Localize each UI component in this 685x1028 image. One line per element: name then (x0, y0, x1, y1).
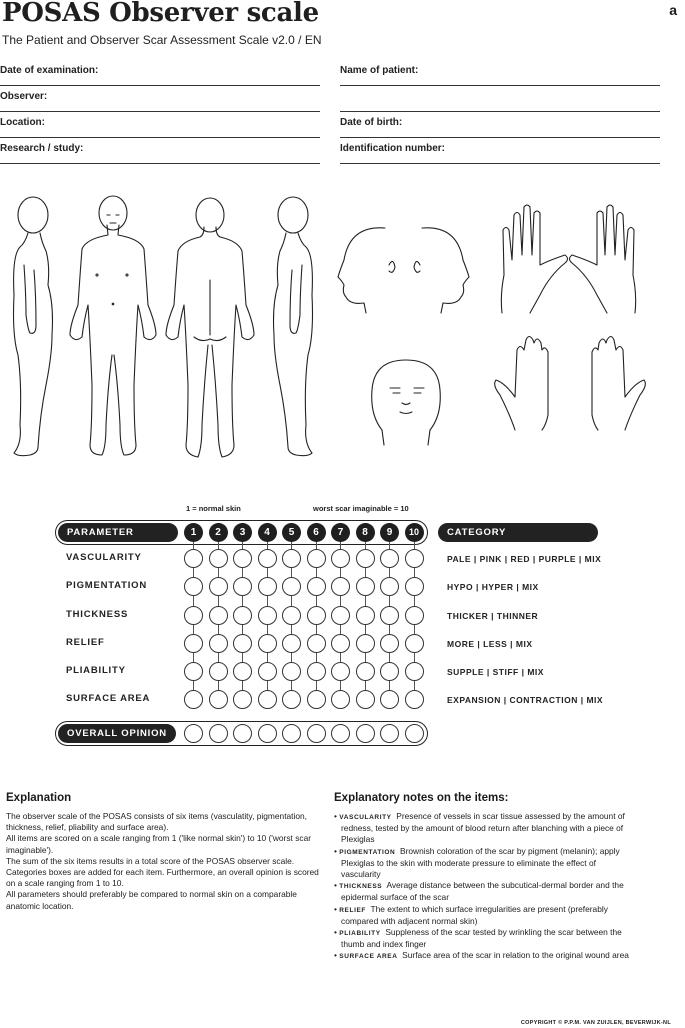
score-radio-relief-5[interactable] (282, 634, 301, 653)
score-number-1: 1 (184, 523, 203, 542)
score-radio-relief-7[interactable] (331, 634, 350, 653)
score-radio-pliability-6[interactable] (307, 662, 326, 681)
score-radio-vascularity-2[interactable] (209, 549, 228, 568)
head-profile-right-figure (414, 228, 469, 313)
note-item: • THICKNESS Average distance between the subcutical-dermal border and the epidermal surface of the scar (334, 880, 624, 903)
score-radio-pliability-1[interactable] (184, 662, 203, 681)
score-number-3: 3 (233, 523, 252, 542)
explanation-paragraph: All items are scored on a scale ranging from 1 ('like normal skin') to 10 ('worst scar imaginable'). (6, 833, 312, 855)
score-radio-pliability-5[interactable] (282, 662, 301, 681)
field-label: Location: (0, 117, 45, 128)
score-radio-thickness-7[interactable] (331, 606, 350, 625)
copyright-notice: COPYRIGHT © P.P.M. VAN ZUIJLEN, BEVERWIJK-NL (520, 1020, 671, 1026)
research-study-field[interactable] (0, 138, 320, 164)
score-radio-pigmentation-7[interactable] (331, 577, 350, 596)
field-label: Research / study: (0, 143, 84, 154)
parameter-surface-area: SURFACE AREA (66, 693, 151, 704)
explanation-heading: Explanation (6, 792, 72, 804)
score-radio-vascularity-6[interactable] (307, 549, 326, 568)
score-radio-pliability-2[interactable] (209, 662, 228, 681)
score-radio-vascularity-9[interactable] (380, 549, 399, 568)
score-radio-thickness-2[interactable] (209, 606, 228, 625)
note-item: • RELIEF The extent to which surface irregularities are present (preferably compared with adjacent normal skin) (334, 903, 608, 926)
score-radio-surface-area-3[interactable] (233, 690, 252, 709)
score-number-6: 6 (307, 523, 326, 542)
note-item: • PLIABILITY Suppleness of the scar tested by wrinkling the scar between the thumb and index finger (334, 927, 622, 950)
note-text: Brownish coloration of the scar by pigment (melanin); apply Plexiglas to the skin with moderate pressure to eliminate the effect of vascularity (341, 845, 620, 880)
explanation-body (6, 811, 326, 912)
palm-right-figure (592, 337, 645, 431)
score-radio-thickness-5[interactable] (282, 606, 301, 625)
score-radio-pigmentation-2[interactable] (209, 577, 228, 596)
score-number-2: 2 (209, 523, 228, 542)
parameter-vascularity: VASCULARITY (66, 552, 142, 563)
score-radio-pigmentation-5[interactable] (282, 577, 301, 596)
score-radio-thickness-9[interactable] (380, 606, 399, 625)
note-text: The extent to which surface irregularities are present (preferably compared with adjacent normal skin) (341, 903, 608, 926)
explanation-paragraph: The sum of the six items results in a total score of the POSAS observer scale. Categories boxes are added for each item. Furthermore, an overall opinion is scored on a scale ranging from 1 to 10. (6, 855, 319, 889)
score-number-7: 7 (331, 523, 350, 542)
location-field[interactable] (0, 112, 320, 138)
score-radio-pliability-3[interactable] (233, 662, 252, 681)
head-profile-left-figure (338, 228, 395, 313)
note-item: • PIGMENTATION Brownish coloration of the scar by pigment (melanin); apply Plexiglas to the skin with moderate pressure to eliminate the effect of vascularity (334, 845, 620, 880)
score-number-5: 5 (282, 523, 301, 542)
score-radio-vascularity-8[interactable] (356, 549, 375, 568)
score-radio-relief-9[interactable] (380, 634, 399, 653)
score-radio-pigmentation-10[interactable] (405, 577, 424, 596)
notes-heading: Explanatory notes on the items: (334, 792, 509, 804)
score-number-10: 10 (405, 523, 424, 542)
name-of-patient-line-2[interactable] (340, 86, 660, 112)
body-front-figure (70, 196, 156, 455)
note-term: VASCULARITY (339, 814, 392, 821)
score-radio-surface-area-5[interactable] (282, 690, 301, 709)
score-radio-surface-area-6[interactable] (307, 690, 326, 709)
notes-list (334, 811, 634, 963)
field-label: Date of birth: (340, 117, 403, 128)
score-radio-relief-3[interactable] (233, 634, 252, 653)
page-title: POSAS Observer scale (2, 0, 319, 28)
page-subtitle: The Patient and Observer Scar Assessment Scale v2.0 / EN (2, 33, 322, 47)
category-vascularity[interactable]: PALE | PINK | RED | PURPLE | MIX (447, 554, 602, 564)
scale-caption-min: 1 = normal skin (186, 504, 241, 513)
score-radio-surface-area-7[interactable] (331, 690, 350, 709)
face-front-figure (372, 360, 441, 445)
category-relief[interactable]: MORE | LESS | MIX (447, 639, 533, 649)
score-radio-vascularity-10[interactable] (405, 549, 424, 568)
field-label: Observer: (0, 91, 48, 102)
score-radio-surface-area-8[interactable] (356, 690, 375, 709)
parameter-pliability: PLIABILITY (66, 665, 126, 676)
score-radio-thickness-6[interactable] (307, 606, 326, 625)
score-radio-surface-area-4[interactable] (258, 690, 277, 709)
body-back-figure (166, 198, 254, 457)
panel-letter: a (669, 2, 677, 18)
category-thickness[interactable]: THICKER | THINNER (447, 611, 539, 621)
score-radio-pliability-7[interactable] (331, 662, 350, 681)
identification-number-field[interactable] (340, 138, 660, 164)
note-item: • SURFACE AREA Surface area of the scar in relation to the original wound area (334, 950, 629, 961)
score-radio-pigmentation-1[interactable] (184, 577, 203, 596)
overall-opinion-label: OVERALL OPINION (58, 724, 176, 743)
score-radio-pigmentation-4[interactable] (258, 577, 277, 596)
parameter-header: PARAMETER (58, 523, 178, 542)
score-radio-thickness-1[interactable] (184, 606, 203, 625)
explanation-paragraph: All parameters should preferably be compared to normal skin on a comparable anatomic location. (6, 889, 297, 911)
score-radio-pliability-4[interactable] (258, 662, 277, 681)
score-radio-relief-2[interactable] (209, 634, 228, 653)
score-radio-pigmentation-3[interactable] (233, 577, 252, 596)
category-pliability[interactable]: SUPPLE | STIFF | MIX (447, 667, 544, 677)
note-text: Average distance between the subcutical-dermal border and the epidermal surface of the scar (341, 880, 624, 903)
parameter-pigmentation: PIGMENTATION (66, 580, 148, 591)
score-radio-surface-area-9[interactable] (380, 690, 399, 709)
score-radio-pliability-9[interactable] (380, 662, 399, 681)
parameter-thickness: THICKNESS (66, 609, 129, 620)
palm-left-figure (495, 337, 548, 431)
score-radio-pigmentation-6[interactable] (307, 577, 326, 596)
body-side-left-figure (14, 197, 53, 456)
score-radio-surface-area-2[interactable] (209, 690, 228, 709)
note-term: RELIEF (339, 906, 366, 914)
score-radio-pigmentation-8[interactable] (356, 577, 375, 596)
parameter-relief: RELIEF (66, 637, 105, 648)
score-radio-vascularity-1[interactable] (184, 549, 203, 568)
score-number-4: 4 (258, 523, 277, 542)
note-term: SURFACE AREA (339, 953, 398, 961)
field-label: Identification number: (340, 143, 445, 154)
score-radio-relief-4[interactable] (258, 634, 277, 653)
note-text: Surface area of the scar in relation to the original wound area (402, 950, 629, 961)
score-number-9: 9 (380, 523, 399, 542)
score-radio-relief-8[interactable] (356, 634, 375, 653)
note-term: PIGMENTATION (339, 848, 396, 856)
body-diagram[interactable] (0, 185, 685, 470)
note-text: Presence of vessels in scar tissue assessed by the amount of redness, tested by the amount of blood return after blanching with a piece of Plexiglas (341, 811, 625, 845)
score-radio-vascularity-5[interactable] (282, 549, 301, 568)
score-radio-vascularity-3[interactable] (233, 549, 252, 568)
date-of-examination-field[interactable] (0, 60, 320, 86)
score-radio-thickness-8[interactable] (356, 606, 375, 625)
score-radio-vascularity-4[interactable] (258, 549, 277, 568)
observer-field[interactable] (0, 86, 320, 112)
category-pigmentation[interactable]: HYPO | HYPER | MIX (447, 582, 539, 592)
category-surface-area[interactable]: EXPANSION | CONTRACTION | MIX (447, 695, 604, 705)
score-radio-thickness-3[interactable] (233, 606, 252, 625)
hand-back-left-figure (501, 205, 567, 313)
name-of-patient-field[interactable] (340, 60, 660, 86)
score-radio-relief-10[interactable] (405, 634, 424, 653)
score-radio-thickness-10[interactable] (405, 606, 424, 625)
score-number-8: 8 (356, 523, 375, 542)
hand-back-right-figure (570, 205, 636, 313)
field-label: Date of examination: (0, 65, 99, 76)
score-radio-pliability-8[interactable] (356, 662, 375, 681)
score-radio-thickness-4[interactable] (258, 606, 277, 625)
field-label: Name of patient: (340, 65, 419, 76)
score-radio-vascularity-7[interactable] (331, 549, 350, 568)
category-header: CATEGORY (438, 523, 598, 542)
score-radio-relief-6[interactable] (307, 634, 326, 653)
score-radio-pliability-10[interactable] (405, 662, 424, 681)
note-term: THICKNESS (339, 883, 383, 891)
date-of-birth-field[interactable] (340, 112, 660, 138)
score-radio-surface-area-1[interactable] (184, 690, 203, 709)
explanation-paragraph: The observer scale of the POSAS consists of six items (vasculatity, pigmentation, thickness, relief, pliability and surface area). (6, 811, 308, 833)
scale-caption-max: worst scar imaginable = 10 (313, 504, 409, 513)
body-side-right-figure (274, 197, 313, 456)
note-text: Suppleness of the scar tested by wrinkling the scar between the thumb and index finger (341, 927, 622, 950)
note-term: PLIABILITY (339, 930, 381, 938)
note-item: • VASCULARITY Presence of vessels in scar tissue assessed by the amount of redness, tested by the amount of blood return after blanching with a piece of Plexiglas (334, 811, 625, 845)
score-radio-relief-1[interactable] (184, 634, 203, 653)
score-radio-pigmentation-9[interactable] (380, 577, 399, 596)
score-radio-surface-area-10[interactable] (405, 690, 424, 709)
